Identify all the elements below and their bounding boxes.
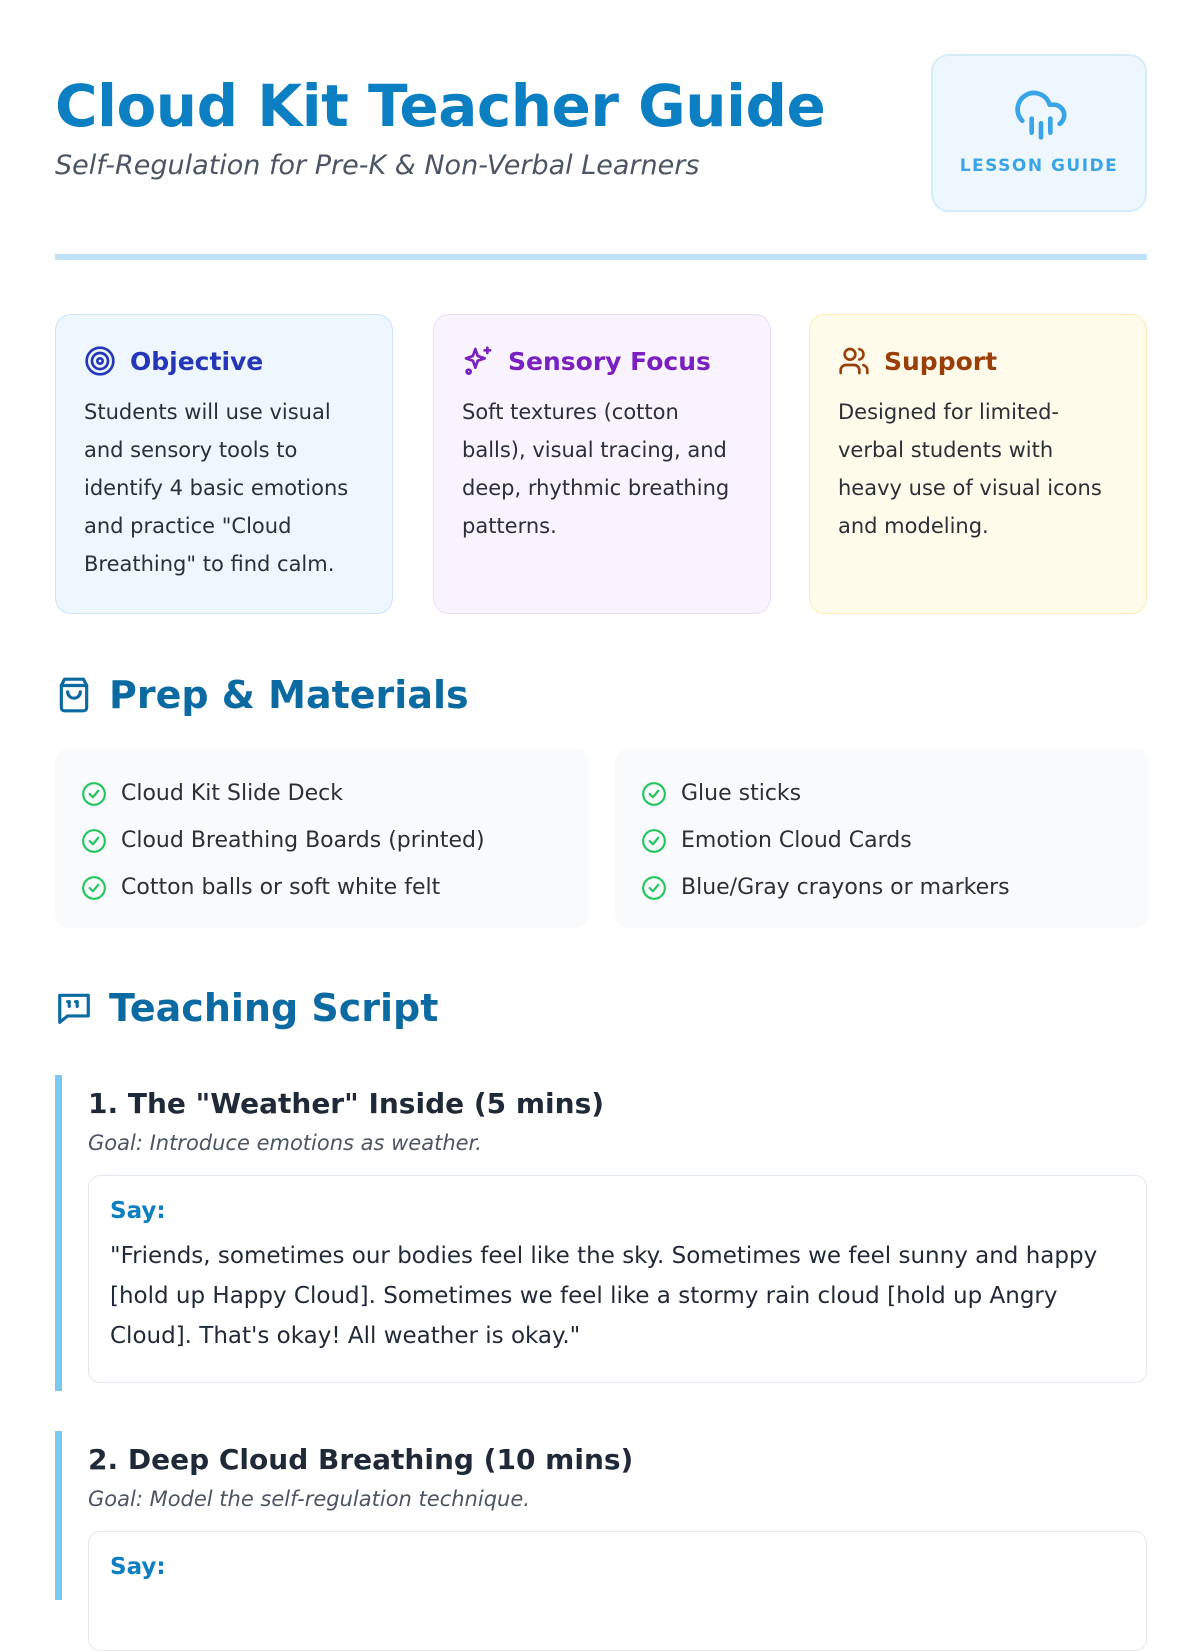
check-circle-icon	[641, 781, 667, 807]
list-item	[641, 770, 1149, 817]
materials-heading	[55, 670, 469, 720]
lesson-guide-badge	[931, 54, 1147, 212]
users-icon	[838, 345, 870, 377]
shopping-bag-icon	[55, 676, 93, 714]
say-label: Say:	[110, 1198, 166, 1224]
step-title: 1. The "Weather" Inside (5 mins)	[88, 1087, 605, 1120]
badge-label: LESSON GUIDE	[959, 156, 1119, 176]
support-card	[809, 314, 1147, 614]
info-cards	[55, 314, 1147, 614]
step-goal: Goal: Introduce emotions as weather.	[88, 1131, 482, 1155]
header-divider	[55, 254, 1147, 260]
list-item	[641, 817, 1149, 864]
material-label: Cotton balls or soft white felt	[121, 875, 441, 900]
script-step-1	[55, 1075, 1147, 1391]
page-subtitle: Self-Regulation for Pre-K & Non-Verbal Learners	[55, 150, 700, 181]
message-quote-icon	[55, 989, 93, 1027]
page-header	[55, 0, 1147, 260]
check-circle-icon	[81, 781, 107, 807]
page-title: Cloud Kit Teacher Guide	[55, 72, 826, 140]
list-item	[81, 864, 589, 911]
section-title: Prep & Materials	[109, 673, 469, 717]
check-circle-icon	[81, 875, 107, 901]
step-accent-bar	[55, 1431, 62, 1600]
card-body: Soft textures (cotton balls), visual tracing, and deep, rhythmic breathing patterns.	[462, 400, 730, 538]
say-box	[88, 1531, 1147, 1651]
material-label: Blue/Gray crayons or markers	[681, 875, 1010, 900]
card-title: Support	[884, 346, 998, 376]
material-label: Emotion Cloud Cards	[681, 828, 912, 853]
check-circle-icon	[641, 875, 667, 901]
card-body: Designed for limited-verbal students with heavy use of visual icons and modeling.	[838, 400, 1102, 538]
say-box	[88, 1175, 1147, 1383]
sensory-focus-card	[433, 314, 771, 614]
step-goal: Goal: Model the self-regulation technique.	[88, 1487, 530, 1511]
target-icon	[84, 345, 116, 377]
materials-list-right	[615, 748, 1149, 928]
check-circle-icon	[641, 828, 667, 854]
say-label: Say:	[110, 1554, 166, 1580]
teaching-script-heading	[55, 983, 438, 1033]
card-body: Students will use visual and sensory tools to identify 4 basic emotions and practice "Cloud Breathing" to find calm.	[84, 400, 349, 576]
list-item	[81, 770, 589, 817]
script-step-2	[55, 1431, 1147, 1600]
cloud-rain-icon	[1013, 86, 1069, 142]
card-title: Objective	[130, 346, 264, 376]
material-label: Cloud Breathing Boards (printed)	[121, 828, 485, 853]
list-item	[81, 817, 589, 864]
card-title: Sensory Focus	[508, 346, 711, 376]
say-text: "Friends, sometimes our bodies feel like the sky. Sometimes we feel sunny and happy [hold up Happy Cloud]. Sometimes we feel like a stormy rain cloud [hold up Angry Cloud]. That's okay! All weather is okay."	[110, 1243, 1098, 1349]
check-circle-icon	[81, 828, 107, 854]
material-label: Cloud Kit Slide Deck	[121, 781, 343, 806]
step-title: 2. Deep Cloud Breathing (10 mins)	[88, 1443, 634, 1476]
sparkles-icon	[462, 345, 494, 377]
list-item	[641, 864, 1149, 911]
objective-card	[55, 314, 393, 614]
section-title: Teaching Script	[109, 986, 439, 1030]
material-label: Glue sticks	[681, 781, 802, 806]
lesson-guide-page	[55, 0, 1147, 1580]
materials-list-left	[55, 748, 589, 928]
step-accent-bar	[55, 1075, 62, 1391]
